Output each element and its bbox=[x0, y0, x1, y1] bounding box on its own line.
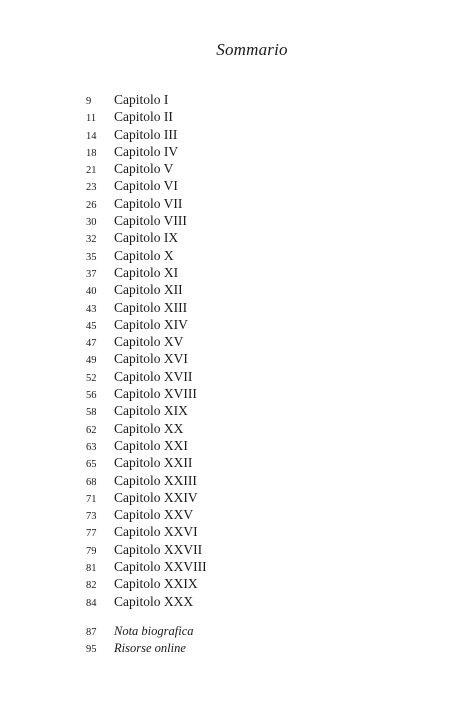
toc-entry-label: Capitolo XI bbox=[114, 264, 179, 280]
toc-entry-label: Capitolo VIII bbox=[114, 213, 187, 229]
toc-page-number: 18 bbox=[86, 147, 97, 159]
toc-page-number: 52 bbox=[86, 372, 97, 384]
toc-entry[interactable] bbox=[0, 455, 464, 472]
toc-page-number: 49 bbox=[86, 355, 97, 367]
toc-page-number: 68 bbox=[86, 476, 97, 488]
toc-entry-label: Capitolo VI bbox=[114, 178, 178, 194]
toc-page-number: 37 bbox=[86, 268, 97, 280]
toc-page-number: 73 bbox=[86, 511, 97, 523]
toc-entry[interactable] bbox=[0, 127, 464, 144]
toc-entry[interactable] bbox=[0, 109, 464, 126]
toc-entry-label: Capitolo IX bbox=[114, 230, 179, 246]
toc-page-number: 58 bbox=[86, 407, 97, 419]
toc-entry[interactable] bbox=[0, 421, 464, 438]
toc-entry[interactable] bbox=[0, 230, 464, 247]
toc-entry[interactable] bbox=[0, 624, 464, 641]
toc-entry-label: Capitolo XX bbox=[114, 420, 184, 436]
toc-entry[interactable] bbox=[0, 438, 464, 455]
toc-page-number: 62 bbox=[86, 424, 97, 436]
toc-entry[interactable] bbox=[0, 92, 464, 109]
toc-entry[interactable] bbox=[0, 213, 464, 230]
toc-entry[interactable] bbox=[0, 386, 464, 403]
toc-entry-label: Capitolo XXII bbox=[114, 455, 193, 471]
chapter-list bbox=[0, 92, 464, 611]
toc-page-number: 32 bbox=[86, 234, 97, 246]
toc-page-number: 77 bbox=[86, 528, 97, 540]
toc-entry-label: Capitolo I bbox=[114, 92, 169, 107]
toc-entry[interactable] bbox=[0, 196, 464, 213]
toc-entry-label: Capitolo XVI bbox=[114, 351, 188, 367]
toc-page-number: 95 bbox=[86, 644, 97, 656]
toc-entry-label: Capitolo XXI bbox=[114, 437, 188, 453]
toc-page-number: 11 bbox=[86, 113, 97, 125]
toc-entry-label: Capitolo X bbox=[114, 247, 174, 263]
toc-entry[interactable] bbox=[0, 403, 464, 420]
toc-entry-label: Capitolo XVII bbox=[114, 368, 193, 384]
toc-page-number: 79 bbox=[86, 545, 97, 557]
toc-entry[interactable] bbox=[0, 524, 464, 541]
toc-page-number: 14 bbox=[86, 130, 97, 142]
toc-entry-label: Capitolo XXVIII bbox=[114, 559, 207, 575]
toc-entry-label: Capitolo XII bbox=[114, 282, 183, 298]
toc-entry-label: Capitolo V bbox=[114, 161, 174, 177]
toc-page-number: 63 bbox=[86, 441, 97, 453]
toc-page-number: 21 bbox=[86, 165, 97, 177]
toc-entry-label: Capitolo XXIV bbox=[114, 489, 198, 505]
toc-entry[interactable] bbox=[0, 334, 464, 351]
toc-page-number: 30 bbox=[86, 217, 97, 229]
toc-entry[interactable] bbox=[0, 144, 464, 161]
toc-entry[interactable] bbox=[0, 317, 464, 334]
toc-page-number: 71 bbox=[86, 493, 97, 505]
toc-entry[interactable] bbox=[0, 594, 464, 611]
toc-entry-label: Capitolo XIV bbox=[114, 316, 188, 332]
toc-entry-label: Capitolo XV bbox=[114, 334, 184, 350]
toc-entry[interactable] bbox=[0, 300, 464, 317]
toc-entry-label: Capitolo III bbox=[114, 126, 178, 142]
toc-entry[interactable] bbox=[0, 282, 464, 299]
toc-entry[interactable] bbox=[0, 559, 464, 576]
toc-entry[interactable] bbox=[0, 369, 464, 386]
toc-page-number: 47 bbox=[86, 338, 97, 350]
toc-page-number: 26 bbox=[86, 199, 97, 211]
toc-entry-label: Capitolo XXVII bbox=[114, 541, 203, 557]
toc-page-number: 81 bbox=[86, 563, 97, 575]
toc-page-number: 84 bbox=[86, 597, 97, 609]
toc-entry-label: Capitolo XXIX bbox=[114, 576, 198, 592]
toc-entry-label: Capitolo XIX bbox=[114, 403, 188, 419]
toc-entry[interactable] bbox=[0, 641, 464, 658]
toc-page-number: 82 bbox=[86, 580, 97, 592]
toc-entry-label: Capitolo XXV bbox=[114, 507, 194, 523]
toc-entry[interactable] bbox=[0, 507, 464, 524]
toc-entry-label: Capitolo IV bbox=[114, 143, 179, 159]
toc-entry-label: Capitolo XXX bbox=[114, 593, 194, 609]
toc-entry[interactable] bbox=[0, 542, 464, 559]
toc-page-number: 56 bbox=[86, 390, 97, 402]
toc-entry-label: Capitolo XXIII bbox=[114, 472, 197, 488]
toc-entry[interactable] bbox=[0, 490, 464, 507]
toc-entry-label: Capitolo XVIII bbox=[114, 386, 197, 402]
toc-page-number: 65 bbox=[86, 459, 97, 471]
toc-page-number: 35 bbox=[86, 251, 97, 263]
toc-entry-label: Capitolo XXVI bbox=[114, 524, 198, 540]
toc-entry[interactable] bbox=[0, 178, 464, 195]
toc-entry-label: Capitolo II bbox=[114, 109, 173, 125]
toc-page-number: 87 bbox=[86, 627, 97, 638]
toc-entry-label: Capitolo VII bbox=[114, 195, 183, 211]
toc-entry-label: Risorse online bbox=[114, 641, 186, 656]
toc-entry-label: Capitolo XIII bbox=[114, 299, 188, 315]
toc-page-number: 43 bbox=[86, 303, 97, 315]
toc-entry[interactable] bbox=[0, 576, 464, 593]
toc-page-number: 45 bbox=[86, 320, 97, 332]
page-title: Sommario bbox=[216, 40, 288, 59]
toc-entry[interactable] bbox=[0, 351, 464, 368]
toc-page-number: 40 bbox=[86, 286, 97, 298]
toc-entry[interactable] bbox=[0, 248, 464, 265]
toc-entry[interactable] bbox=[0, 473, 464, 490]
toc-entry[interactable] bbox=[0, 161, 464, 178]
toc-entry-label: Nota biografica bbox=[114, 624, 194, 638]
appendix-list bbox=[0, 624, 464, 659]
toc-entry[interactable] bbox=[0, 265, 464, 282]
toc-page-number: 23 bbox=[86, 182, 97, 194]
toc-page-number: 9 bbox=[86, 96, 92, 107]
